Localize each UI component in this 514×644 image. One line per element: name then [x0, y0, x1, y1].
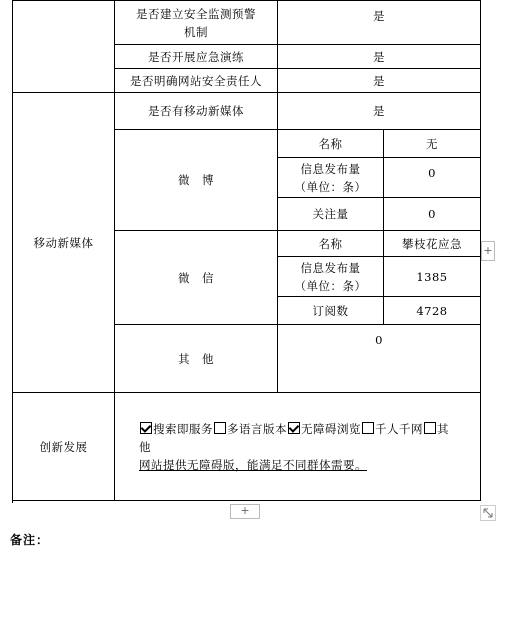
row-warning-mechanism: [13, 1, 481, 45]
weibo-followers-value: 0: [384, 198, 481, 231]
weibo-label: 微 博: [115, 130, 278, 231]
wechat-posts-label-line1: 信息发布量: [300, 260, 361, 275]
wechat-subscribers-value: 4728: [384, 297, 481, 325]
report-table: [12, 0, 481, 501]
other-innovation-label: 其他: [139, 421, 449, 454]
has-mobile-label: 是否有移动新媒体: [115, 93, 278, 130]
responsible-person-label: 是否明确网站安全责任人: [115, 69, 278, 93]
wechat-subscribers-label: 订阅数: [278, 297, 384, 325]
mobile-media-category: 移动新媒体: [13, 93, 115, 393]
multilingual-label: 多语言版本: [227, 421, 287, 436]
warning-mechanism-label-line1: 是否建立安全监测预警: [136, 6, 256, 21]
personalized-checkbox[interactable]: [362, 422, 374, 434]
resize-handle-icon[interactable]: [480, 505, 496, 521]
innovation-content: [115, 393, 481, 501]
weibo-name-value: 无: [384, 130, 481, 158]
search-as-service-checkbox[interactable]: [140, 422, 152, 434]
has-mobile-value: 是: [278, 93, 481, 130]
other-value: 0: [278, 325, 481, 393]
weibo-name-label: 名称: [278, 130, 384, 158]
wechat-name-value: 攀枝花应急: [384, 231, 481, 257]
wechat-posts-value: 1385: [384, 257, 481, 297]
remark-label: 备注：: [10, 533, 50, 547]
innovation-category: 创新发展: [13, 393, 115, 501]
innovation-options: [139, 420, 456, 456]
row-innovation: [13, 393, 481, 501]
wechat-posts-label-line2: （单位：条）: [294, 278, 367, 293]
innovation-description: 网站提供无障碍版，能满足不同群体需要。: [139, 457, 367, 472]
search-as-service-label: 搜索即服务: [153, 421, 213, 436]
emergency-drill-value: 是: [278, 45, 481, 69]
responsible-person-value: 是: [278, 69, 481, 93]
accessibility-checkbox[interactable]: [288, 422, 300, 434]
row-has-mobile: [13, 93, 481, 130]
accessibility-label: 无障碍浏览: [301, 421, 361, 436]
multilingual-checkbox[interactable]: [214, 422, 226, 434]
add-row-handle[interactable]: +: [230, 504, 260, 519]
wechat-name-label: 名称: [278, 231, 384, 257]
weibo-posts-value: 0: [384, 158, 481, 198]
wechat-posts-label: [278, 257, 384, 297]
weibo-followers-label: 关注量: [278, 198, 384, 231]
weibo-posts-label: [278, 158, 384, 198]
personalized-label: 千人千网: [375, 421, 423, 436]
add-column-handle[interactable]: +: [481, 241, 495, 261]
other-label: 其 他: [115, 325, 278, 393]
warning-mechanism-value: 是: [278, 1, 481, 45]
weibo-posts-label-line1: 信息发布量: [300, 161, 361, 176]
security-category-cell: [13, 1, 115, 93]
warning-mechanism-label-line2: 机制: [184, 24, 208, 39]
weibo-posts-label-line2: （单位：条）: [294, 179, 367, 194]
emergency-drill-label: 是否开展应急演练: [115, 45, 278, 69]
other-innovation-checkbox[interactable]: [424, 422, 436, 434]
warning-mechanism-label: [115, 1, 278, 45]
wechat-label: 微 信: [115, 231, 278, 325]
